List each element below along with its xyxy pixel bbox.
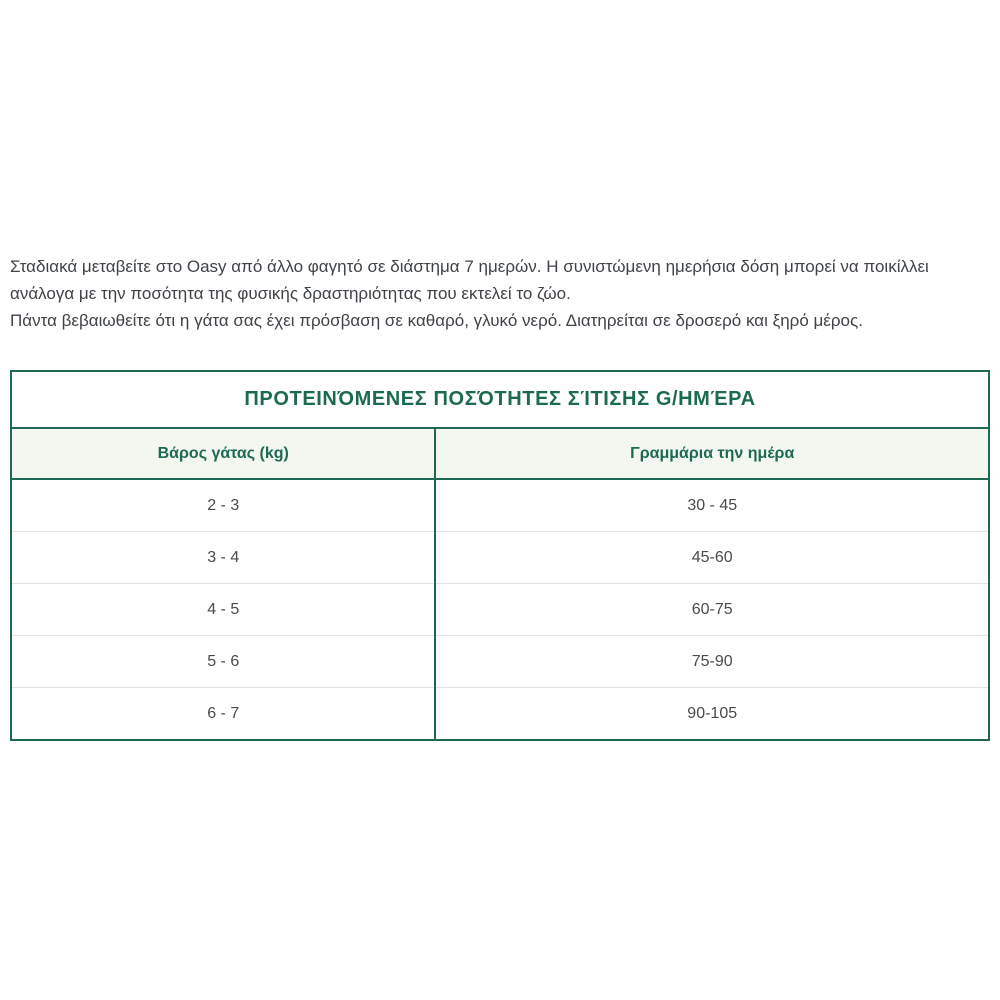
cell-grams-range: 60-75 <box>435 584 989 636</box>
table-title: ΠΡΟΤΕΙΝΌΜΕΝΕΣ ΠΟΣΌΤΗΤΕΣ ΣΊΤΙΣΗΣ G/ΗΜΈΡΑ <box>11 371 989 428</box>
table-column-header-row <box>11 428 989 479</box>
table-title-row <box>11 371 989 428</box>
column-header-cat-weight: Βάρος γάτας (kg) <box>11 428 435 479</box>
cell-grams-range: 45-60 <box>435 532 989 584</box>
cell-grams-range: 90-105 <box>435 688 989 741</box>
table-row <box>11 584 989 636</box>
table-row <box>11 479 989 532</box>
intro-text <box>10 253 986 334</box>
cell-weight-range: 3 - 4 <box>11 532 435 584</box>
intro-paragraph-water: Πάντα βεβαιωθείτε ότι η γάτα σας έχει πρόσβαση σε καθαρό, γλυκό νερό. Διατηρείται σε δροσερό και ξηρό μέρος. <box>10 311 863 330</box>
table-row <box>11 636 989 688</box>
cell-grams-range: 30 - 45 <box>435 479 989 532</box>
table-row <box>11 688 989 741</box>
cell-weight-range: 4 - 5 <box>11 584 435 636</box>
cell-grams-range: 75-90 <box>435 636 989 688</box>
cell-weight-range: 6 - 7 <box>11 688 435 741</box>
intro-paragraph-transition: Σταδιακά μεταβείτε στο Oasy από άλλο φαγητό σε διάστημα 7 ημερών. Η συνιστώμενη ημερήσια δόση μπορεί να ποικίλλει ανάλογα με την ποσότητα της φυσικής δραστηριότητας που εκτελεί το ζώο. <box>10 257 929 303</box>
cell-weight-range: 5 - 6 <box>11 636 435 688</box>
table-row <box>11 532 989 584</box>
feeding-quantities-table <box>10 370 990 741</box>
cell-weight-range: 2 - 3 <box>11 479 435 532</box>
column-header-grams-per-day: Γραμμάρια την ημέρα <box>435 428 989 479</box>
